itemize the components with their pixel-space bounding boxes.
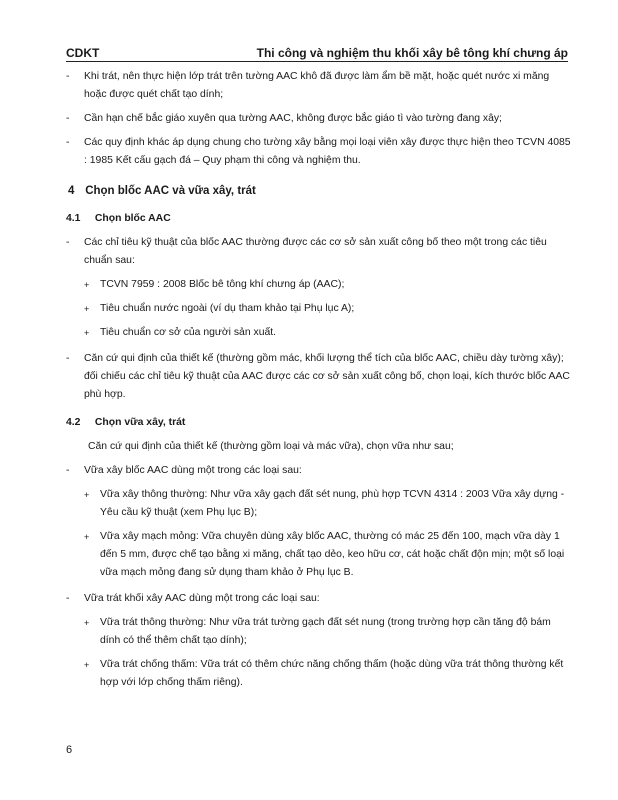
list-item-text: Khi trát, nên thực hiện lớp trát trên tường AAC khô đã được làm ẩm bề mặt, hoặc quét nước xi măng hoặc được quét chất tạo dính; (84, 71, 550, 100)
sub-list-item-text: Vữa trát chống thấm: Vữa trát có thêm chức năng chống thấm (hoặc dùng vữa trát thông thường kết hợp với lớp chống thấm riêng). (100, 659, 564, 688)
sub-list-item (66, 614, 572, 650)
page-content (66, 62, 572, 692)
section-number: 4.2 (66, 417, 81, 428)
sub-list-item-text: Tiêu chuẩn nước ngoài (ví dụ tham khảo tại Phụ lục A); (100, 303, 355, 314)
plus-bullet (84, 276, 89, 294)
header-title: Thi công và nghiệm thu khối xây bê tông khí chưng áp (256, 46, 568, 60)
plus-bullet (84, 324, 89, 342)
page-header (66, 36, 568, 60)
section-number: 4.1 (66, 213, 81, 224)
sub-list-item (66, 300, 572, 318)
list-item-text: Các quy định khác áp dụng chung cho tường xây bằng mọi loại viên xây được thực hiện theo TCVN 4085 : 1985 Kết cấu gạch đá – Quy phạm thi công và nghiệm thu. (84, 137, 571, 166)
list-item (66, 350, 572, 404)
list-item (66, 234, 572, 270)
section-title: Chọn vữa xây, trát (94, 417, 186, 428)
paragraph: Căn cứ qui định của thiết kế (thường gồm loại và mác vữa), chọn vữa như sau; (88, 441, 454, 452)
list-item (66, 68, 572, 104)
list-item-text: Vữa trát khối xây AAC dùng một trong các loại sau: (84, 593, 320, 604)
plus-bullet (84, 528, 89, 546)
list-item-text: Cần hạn chế bắc giáo xuyên qua tường AAC, không được bắc giáo tì vào tường đang xây; (84, 113, 502, 124)
list-item (66, 590, 572, 608)
sub-list-item (66, 276, 572, 294)
section-heading-4-1 (66, 210, 572, 228)
list-item-text: Các chỉ tiêu kỹ thuật của blốc AAC thường được các cơ sở sản xuất công bố theo một trong các tiêu chuẩn sau: (84, 237, 547, 266)
list-item-text: Căn cứ qui định của thiết kế (thường gồm mác, khối lượng thể tích của blốc AAC, chiều dày tường xây); đối chiếu các chỉ tiêu kỹ thuật của AAC được các cơ sở sản xuất công bố, chọn loại, kích thước blốc AAC phù hợp. (84, 353, 570, 400)
section-heading-4-2 (66, 414, 572, 432)
dash-bullet (66, 234, 69, 252)
header-left: CDKT (66, 46, 100, 60)
sub-list-item-text: Vữa xây mạch mỏng: Vữa chuyên dùng xây blốc AAC, thường có mác 25 đến 100, mạch vữa dày 1 đến 5 mm, được chế tạo bằng xi măng, chất tạo dẻo, keo hữu cơ, cát hoặc chất độn mịn; một số loại vữa mạch mỏng đang sử dụng tham khảo ở Phụ lục B. (100, 531, 565, 578)
sub-list-item (66, 324, 572, 342)
sub-list-item-text: Tiêu chuẩn cơ sở của người sản xuất. (100, 327, 277, 338)
list-item (66, 134, 572, 170)
sub-list-item (66, 528, 572, 582)
page-number: 6 (66, 744, 73, 756)
dash-bullet (66, 134, 69, 152)
dash-bullet (66, 590, 69, 608)
section-heading-4 (66, 182, 572, 200)
sub-list-item-text: Vữa xây thông thường: Như vữa xây gạch đất sét nung, phù hợp TCVN 4314 : 2003 Vữa xây dựng - Yêu cầu kỹ thuật (xem Phụ lục B); (100, 489, 565, 518)
plus-bullet (84, 300, 89, 318)
dash-bullet (66, 462, 69, 480)
plus-bullet (84, 614, 89, 632)
sub-list-item (66, 486, 572, 522)
section-title: Chọn blốc AAC (94, 213, 171, 224)
list-item (66, 110, 572, 128)
sub-list-item-text: Vữa trát thông thường: Như vữa trát tường gạch đất sét nung (trong trường hợp cần tăng độ bám dính có thể thêm chất tạo dính); (100, 617, 551, 646)
plus-bullet (84, 656, 89, 674)
section-title: Chọn blốc AAC và vữa xây, trát (85, 185, 256, 197)
dash-bullet (66, 350, 69, 368)
list-item (66, 462, 572, 480)
sub-list-item (66, 656, 572, 692)
dash-bullet (66, 68, 69, 86)
list-item-text: Vữa xây blốc AAC dùng một trong các loại sau: (84, 465, 302, 476)
dash-bullet (66, 110, 69, 128)
section-number: 4 (68, 185, 75, 197)
plus-bullet (84, 486, 89, 504)
sub-list-item-text: TCVN 7959 : 2008 Blốc bê tông khí chưng áp (AAC); (100, 279, 345, 290)
